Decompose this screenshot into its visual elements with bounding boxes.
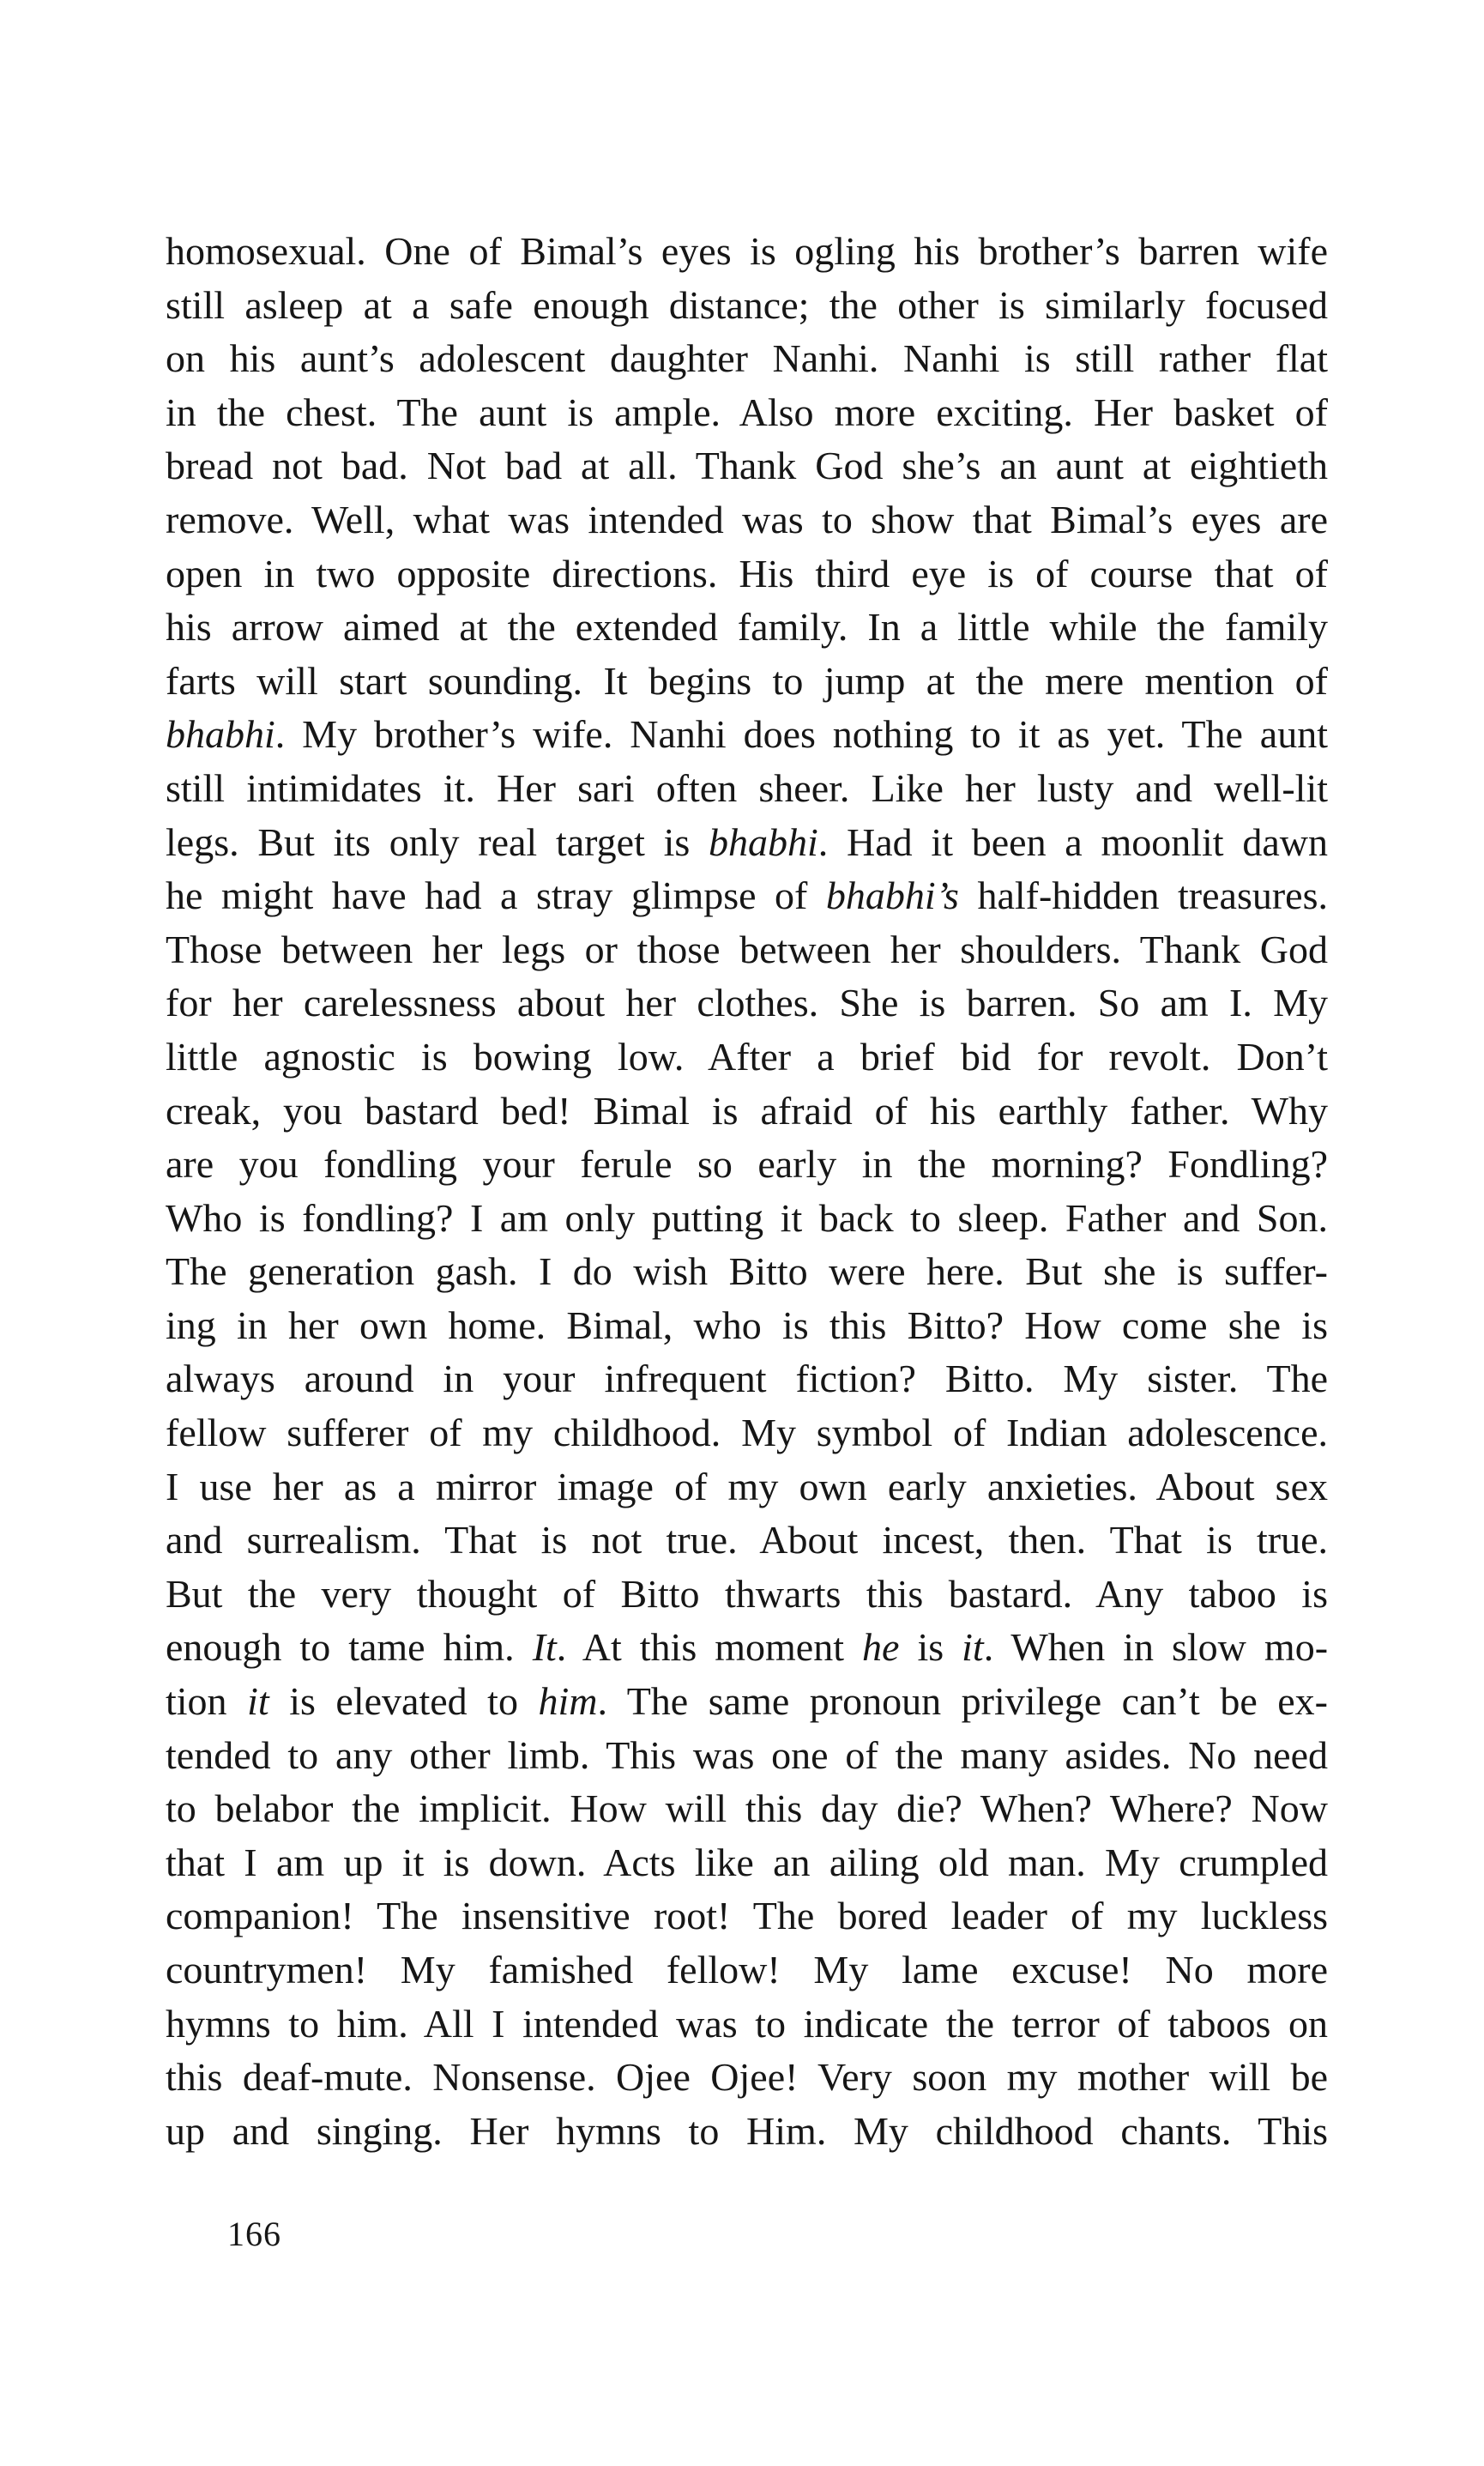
- text-run: open in two opposite directions. His third eye is of course that of: [166, 551, 1328, 595]
- text-run: But the very thought of Bitto thwarts this bastard. Any taboo is: [166, 1571, 1328, 1616]
- text-line: [166, 386, 1328, 440]
- text-run: remove. Well, what was intended was to show that Bimal’s eyes are: [166, 497, 1328, 541]
- text-line: [166, 1138, 1328, 1192]
- text-run: this deaf-mute. Nonsense. Ojee Ojee! Very soon my mother will be: [166, 2055, 1328, 2100]
- text-line: [166, 1675, 1328, 1729]
- text-line: [166, 1085, 1328, 1139]
- text-run: tended to any other limb. This was one of the many asides. No need: [166, 1732, 1328, 1777]
- text-run: Those between her legs or those between her shoulders. Thank God: [166, 927, 1328, 971]
- text-run: to belabor the implicit. How will this day die? When? Where? Now: [166, 1786, 1328, 1831]
- italic-text: he: [862, 1625, 900, 1670]
- text-line: [166, 1729, 1328, 1783]
- text-line: [166, 547, 1328, 601]
- text-line: [166, 1782, 1328, 1836]
- text-run: that I am up it is down. Acts like an ailing old man. My crumpled: [166, 1840, 1328, 1884]
- text-run: enough to tame him.: [166, 1625, 533, 1670]
- text-line: [166, 1514, 1328, 1568]
- text-run: tion: [166, 1679, 248, 1724]
- text-line: [166, 1192, 1328, 1246]
- text-line: [166, 493, 1328, 547]
- page-number: 166: [227, 2215, 281, 2253]
- text-line: [166, 1889, 1328, 1943]
- text-run: for her carelessness about her clothes. She is barren. So am I. My: [166, 981, 1328, 1025]
- text-line: [166, 1998, 1328, 2052]
- text-run: The generation gash. I do wish Bitto were here. But she is suffer-: [166, 1249, 1328, 1294]
- text-line: [166, 1460, 1328, 1514]
- text-line: [166, 1621, 1328, 1675]
- text-run: little agnostic is bowing low. After a brief bid for revolt. Don’t: [166, 1034, 1328, 1079]
- text-run: always around in your infrequent fiction? Bitto. My sister. The: [166, 1357, 1328, 1401]
- text-run: I use her as a mirror image of my own early anxieties. About sex: [166, 1464, 1328, 1508]
- text-line: [166, 1836, 1328, 1890]
- text-line: [166, 2105, 1328, 2159]
- text-run: on his aunt’s adolescent daughter Nanhi. Nanhi is still rather flat: [166, 336, 1328, 381]
- text-line: [166, 2051, 1328, 2105]
- text-line: [166, 869, 1328, 923]
- text-line: [166, 1299, 1328, 1353]
- text-run: ing in her own home. Bimal, who is this Bitto? How come she is: [166, 1303, 1328, 1347]
- text-run: countrymen! My famished fellow! My lame excuse! No more: [166, 1948, 1328, 1992]
- text-run: up and singing. Her hymns to Him. My childhood chants. This: [166, 2108, 1328, 2153]
- text-run: half-hidden treasures.: [958, 873, 1328, 918]
- text-run: still asleep at a safe enough distance; the other is similarly focused: [166, 282, 1328, 327]
- italic-text: it: [962, 1625, 984, 1670]
- text-run: companion! The insensitive root! The bored leader of my luckless: [166, 1894, 1328, 1938]
- text-run: . My brother’s wife. Nanhi does nothing to it as yet. The aunt: [274, 712, 1328, 757]
- italic-text: bhabhi: [166, 712, 275, 757]
- text-run: are you fondling your ferule so early in the morning? Fondling?: [166, 1142, 1328, 1187]
- text-run: he might have had a stray glimpse of: [166, 873, 826, 918]
- text-run: in the chest. The aunt is ample. Also more exciting. Her basket of: [166, 390, 1328, 434]
- text-run: and surrealism. That is not true. About incest, then. That is true.: [166, 1518, 1328, 1562]
- text-run: is elevated to: [268, 1679, 539, 1724]
- text-line: [166, 816, 1328, 870]
- italic-text: bhabhi: [709, 819, 818, 864]
- text-line: [166, 762, 1328, 816]
- text-run: . Had it been a moonlit dawn: [817, 819, 1328, 864]
- text-line: [166, 1031, 1328, 1085]
- italic-text: him: [538, 1679, 598, 1724]
- text-line: [166, 1406, 1328, 1460]
- text-run: . When in slow mo-: [983, 1625, 1329, 1670]
- text-line: [166, 1352, 1328, 1406]
- text-run: homosexual. One of Bimal’s eyes is ogling his brother’s barren wife: [166, 229, 1328, 273]
- text-line: [166, 1943, 1328, 1998]
- text-run: bread not bad. Not bad at all. Thank God she’s an aunt at eightieth: [166, 444, 1328, 488]
- italic-text: bhabhi’s: [825, 873, 959, 918]
- text-run: hymns to him. All I intended was to indicate the terror of taboos on: [166, 2001, 1328, 2046]
- text-line: [166, 1245, 1328, 1299]
- text-run: farts will start sounding. It begins to jump at the mere mention of: [166, 658, 1328, 703]
- text-run: . At this moment: [556, 1625, 863, 1670]
- text-run: fellow sufferer of my childhood. My symbol of Indian adolescence.: [166, 1411, 1328, 1455]
- text-run: legs. But its only real target is: [166, 819, 709, 864]
- text-line: [166, 708, 1328, 762]
- text-run: his arrow aimed at the extended family. In a little while the family: [166, 605, 1328, 650]
- text-line: [166, 439, 1328, 493]
- text-run: still intimidates it. Her sari often sheer. Like her lusty and well-lit: [166, 765, 1328, 810]
- text-line: [166, 976, 1328, 1031]
- text-run: creak, you bastard bed! Bimal is afraid of his earthly father. Why: [166, 1088, 1328, 1133]
- text-line: [166, 601, 1328, 655]
- text-line: [166, 923, 1328, 977]
- text-run: is: [899, 1625, 962, 1670]
- body-text: [166, 225, 1328, 2158]
- text-line: [166, 332, 1328, 386]
- italic-text: It: [532, 1625, 557, 1670]
- text-line: [166, 225, 1328, 279]
- text-line: [166, 655, 1328, 709]
- text-line: [166, 1568, 1328, 1622]
- text-run: Who is fondling? I am only putting it back to sleep. Father and Son.: [166, 1195, 1328, 1240]
- italic-text: it: [247, 1679, 269, 1724]
- text-run: . The same pronoun privilege can’t be ex-: [597, 1679, 1329, 1724]
- text-line: [166, 279, 1328, 333]
